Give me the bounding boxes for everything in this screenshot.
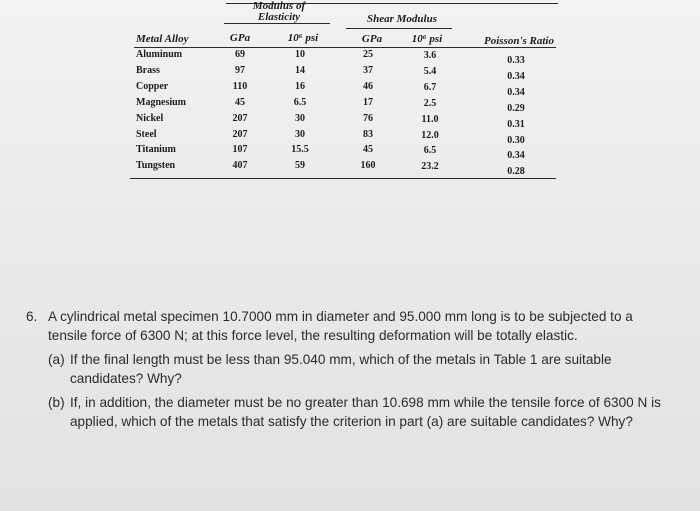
cell-e-psi: 6.5	[293, 96, 307, 108]
material-properties-table	[0, 0, 700, 200]
cell-e-gpa: 207	[232, 128, 248, 140]
modulus-group-header: Modulus of Elasticity	[252, 0, 306, 23]
table-bottom-rule	[130, 178, 556, 179]
cell-e-gpa: 110	[232, 80, 248, 92]
cell-poisson: 0.29	[507, 102, 525, 114]
cell-e-gpa: 97	[235, 64, 245, 76]
cell-poisson: 0.31	[507, 118, 525, 130]
header-metal-alloy: Metal Alloy	[136, 33, 189, 45]
header-g-psi: 10⁶ psi	[411, 33, 443, 45]
cell-poisson: 0.28	[507, 166, 525, 178]
cell-g-psi: 6.5	[423, 145, 437, 157]
cell-g-psi: 5.4	[423, 65, 437, 77]
cell-e-psi: 15.5	[291, 144, 309, 156]
problem-number: 6.	[26, 309, 38, 324]
cell-poisson: 0.33	[507, 55, 525, 66]
cell-e-gpa: 45	[235, 96, 245, 108]
cell-g-gpa: 17	[363, 96, 373, 108]
cell-metal: Copper	[136, 80, 169, 92]
cell-metal: Magnesium	[136, 96, 186, 108]
cell-e-psi: 14	[295, 64, 305, 76]
cell-e-gpa: 69	[235, 49, 245, 60]
cell-e-gpa: 407	[232, 160, 248, 172]
cell-g-gpa: 45	[363, 144, 373, 156]
modulus-group-rule	[224, 23, 330, 24]
header-e-psi: 10⁶ psi	[287, 32, 319, 44]
cell-poisson: 0.34	[507, 150, 525, 162]
part-a-text: If the final length must be less than 95.040 mm, which of the metals in Table 1 are suitable candidates? Why?	[70, 352, 612, 386]
cell-g-gpa: 160	[360, 160, 376, 172]
cell-g-psi: 12.0	[421, 129, 439, 141]
cell-metal: Brass	[136, 64, 160, 76]
cell-poisson: 0.34	[507, 86, 525, 98]
cell-e-psi: 30	[295, 128, 305, 140]
part-a-label: (a)	[48, 352, 65, 367]
cell-poisson: 0.34	[507, 70, 525, 82]
cell-e-gpa: 207	[232, 112, 248, 124]
cell-g-gpa: 83	[363, 128, 373, 140]
cell-g-psi: 6.7	[423, 81, 437, 93]
cell-metal: Steel	[136, 128, 157, 140]
cell-g-psi: 23.2	[421, 161, 439, 173]
cell-poisson: 0.30	[507, 134, 525, 146]
cell-e-psi: 30	[295, 112, 305, 124]
cell-g-gpa: 25	[363, 49, 373, 60]
header-bottom-rule	[134, 47, 556, 48]
cell-metal: Aluminum	[136, 49, 183, 60]
cell-g-gpa: 46	[363, 80, 373, 92]
cell-metal: Titanium	[136, 144, 176, 156]
shear-group-header: Shear Modulus	[366, 13, 437, 25]
cell-e-gpa: 107	[232, 144, 248, 156]
part-b-text: If, in addition, the diameter must be no greater than 10.698 mm while the tensile force of 6300 N is applied, which of the metals that satisfy the criterion in part (a) are suitable candidates? Why?	[70, 395, 661, 429]
header-g-gpa: GPa	[361, 33, 383, 45]
cell-e-psi: 16	[295, 80, 305, 92]
header-e-gpa: GPa	[229, 32, 251, 44]
shear-group-rule	[346, 28, 452, 29]
problem-statement: A cylindrical metal specimen 10.7000 mm in diameter and 95.000 mm long is to be subjected to a tensile force of 6300 N; at this force level, the resulting deformation will be totally elastic.	[48, 309, 633, 343]
cell-metal: Nickel	[136, 112, 164, 124]
part-b-label: (b)	[48, 395, 65, 410]
cell-g-psi: 3.6	[423, 50, 437, 61]
problem-6	[26, 308, 666, 431]
cell-g-psi: 2.5	[423, 97, 437, 109]
cell-g-gpa: 37	[363, 64, 373, 76]
part-b	[26, 394, 666, 431]
header-poisson: Poisson's Ratio	[484, 35, 554, 47]
cell-g-gpa: 76	[363, 112, 373, 124]
cell-e-psi: 59	[295, 160, 305, 172]
cell-e-psi: 10	[295, 49, 305, 60]
part-a	[26, 351, 666, 388]
cell-g-psi: 11.0	[421, 113, 439, 125]
cell-metal: Tungsten	[136, 160, 176, 172]
